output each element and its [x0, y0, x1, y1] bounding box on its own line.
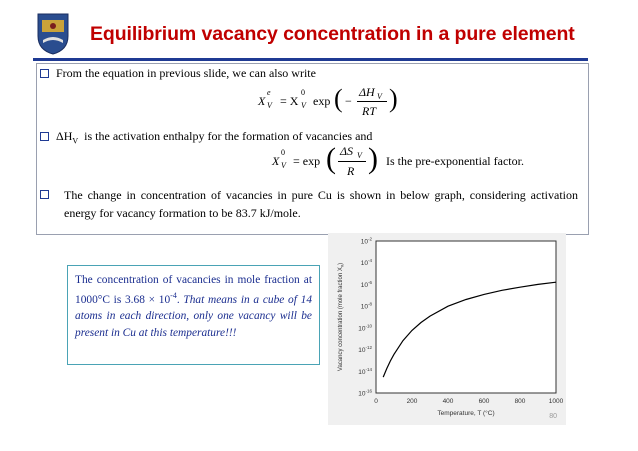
eq1-numerator-sub: V: [377, 92, 382, 101]
x-tick-label: 1000: [548, 398, 564, 405]
y-tick-label: $10^{-2}$: [360, 236, 372, 246]
equation-1: [258, 84, 438, 124]
eq1-exp: exp: [313, 94, 331, 108]
vacancy-concentration-chart: [328, 233, 566, 425]
y-tick-label: $10^{-6}$: [360, 279, 372, 289]
note-box: [67, 265, 320, 365]
eq1-lhs-sub: V: [267, 101, 272, 110]
eq1-lhs-sup: e: [267, 88, 271, 97]
eq1-minus: −: [345, 94, 352, 108]
y-tick-label: $10^{-12}$: [358, 345, 372, 355]
bullet-square-icon: [40, 69, 49, 78]
y-tick-label: $10^{-16}$: [358, 388, 372, 398]
eq2-paren-right: ): [368, 142, 378, 175]
bullet-3-text: The change in concentration of vacancies in pure Cu is shown in below graph, considering activation energy for vacancy formation to be 83.7 kJ/mole.: [64, 188, 578, 220]
x-tick-label: 600: [478, 398, 490, 405]
page-number: 80: [549, 413, 557, 420]
eq1-equals: = X: [280, 94, 299, 108]
eq2-lhs-sup: 0: [281, 148, 285, 157]
institution-logo: [34, 10, 72, 56]
eq2-equals-exp: = exp: [293, 154, 321, 168]
eq2-paren-left: (: [326, 142, 336, 175]
y-tick-label: $10^{-8}$: [360, 301, 372, 311]
x-tick-label: 800: [514, 398, 526, 405]
eq2-numerator-sub: V: [357, 151, 362, 160]
y-axis-label: Vacancy concentration (mole fraction $X_v$): [338, 262, 345, 372]
note-text-part1: The concentration of vacancies in mole fraction at 1000°C is 3.68 × 10: [75, 274, 312, 307]
eq2-fraction-bar: [338, 161, 366, 162]
eq1-fraction-bar: [357, 101, 387, 102]
x-tick-label: 200: [406, 398, 418, 405]
eq1-x0-sup: 0: [301, 88, 305, 97]
y-tick-label: $10^{-14}$: [358, 366, 372, 376]
bullet-square-icon: [40, 132, 49, 141]
eq1-paren-left: (: [334, 84, 343, 113]
bullet-square-icon: [40, 190, 49, 199]
eq1-paren-right: ): [389, 84, 398, 113]
equation-2: [272, 142, 582, 184]
eq2-numerator: ΔS: [340, 144, 354, 158]
note-exponent: -4: [170, 291, 177, 301]
y-tick-label: $10^{-4}$: [360, 258, 372, 268]
eq2-denominator: R: [347, 164, 355, 178]
eq2-lhs: X: [272, 154, 280, 168]
eq2-note: Is the pre-exponential factor.: [386, 154, 524, 168]
note-italic-text: That means in a cube of 14 atoms in each direction, only one vacancy will be present in Cu at this temperature!!!: [75, 294, 313, 339]
y-tick-label: $10^{-10}$: [358, 323, 372, 333]
title-underline: [33, 58, 588, 61]
bullet-2-text: $\Delta H_V$ is the activation enthalpy for the formation of vacancies and: [56, 129, 373, 146]
eq1-x0-sub: V: [301, 101, 306, 110]
eq1-lhs: X: [258, 94, 266, 108]
chart-panel: [328, 233, 566, 425]
x-tick-label: 400: [442, 398, 454, 405]
x-tick-label: 0: [374, 398, 378, 405]
note-text-part2: .: [176, 294, 184, 307]
eq1-numerator: ΔH: [359, 85, 375, 99]
slide-title: Equilibrium vacancy concentration in a pure element: [90, 23, 575, 45]
bullet-1-text: From the equation in previous slide, we can also write: [56, 66, 316, 80]
plot-frame: [376, 241, 556, 393]
eq1-denominator: RT: [362, 104, 377, 118]
plot-area: [376, 241, 556, 393]
eq2-lhs-sub: V: [281, 161, 286, 170]
x-axis-label: Temperature, T (°C): [437, 410, 495, 417]
